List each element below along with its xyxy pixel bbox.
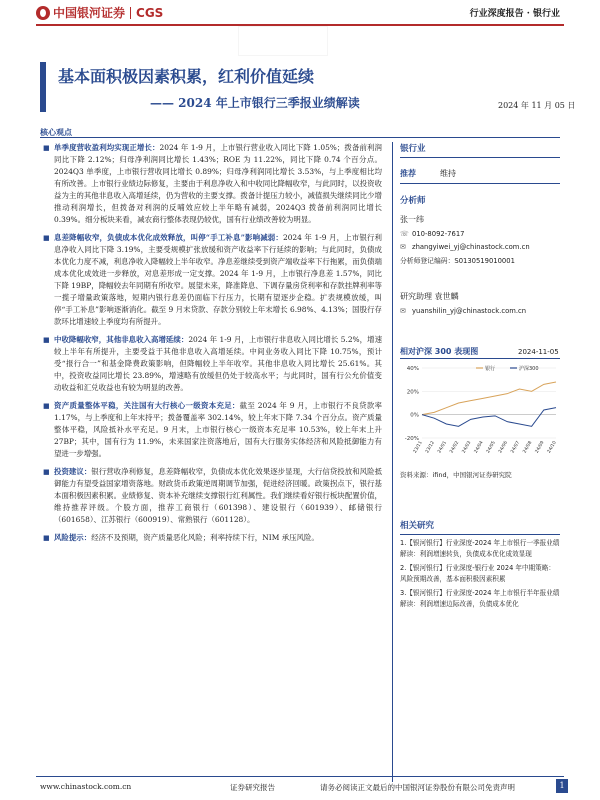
related-research-title: 相关研究 [400, 519, 560, 535]
bullet-icon: ■ [43, 234, 50, 242]
paragraph-head: 投资建议： [54, 467, 92, 476]
y-tick-label: 40% [406, 366, 419, 372]
paragraph [40, 400, 382, 460]
related-item[interactable]: 3.【银河银行】行业深度-2024 年上市银行半年报业绩解读：利润增速边际改善，负债成本优化 [400, 589, 560, 608]
paragraph [40, 334, 382, 394]
y-tick-label: 0% [410, 412, 419, 419]
core-divider [40, 137, 560, 138]
report-date: 2024 年 11 月 05 日 [498, 101, 576, 110]
x-tick-label: 24/04 [473, 440, 485, 455]
column-divider [392, 142, 393, 782]
x-tick-label: 24/06 [498, 440, 510, 455]
chart-divider [400, 358, 560, 359]
paragraph [40, 232, 382, 328]
paragraph-head: 风险提示： [54, 533, 92, 542]
logo-en: CGS [136, 5, 164, 20]
legend-label: 沪深300 [519, 366, 539, 372]
chart-source: 资料来源：ifind，中国银河证券研究院 [400, 471, 512, 479]
sidebar [400, 142, 560, 315]
bullet-icon: ■ [43, 144, 50, 152]
paragraph [40, 466, 382, 526]
assistant-name: 研究助理 袁世麟 [400, 292, 459, 301]
analyst-label: 分析师 [400, 196, 426, 206]
page-number: 1 [556, 779, 568, 793]
analyst-email-row [400, 243, 560, 251]
footer-disclaimer: 请务必阅读正文最后的中国银河证券股份有限公司免责声明 [320, 783, 515, 792]
paragraph [40, 532, 382, 544]
series-line [422, 382, 556, 415]
analyst-phone: 010-8092-7617 [412, 230, 465, 238]
footer-url[interactable]: www.chinastock.com.cn [40, 782, 132, 791]
x-tick-label: 23/12 [425, 440, 436, 455]
paragraph-body: 截至 2024 年 9 月，上市银行不良贷款率 1.17%，与上季度和上年末持平；拨备覆盖率 302.14%，较上年末下降 7.34 个百分点。资产质量整体平稳，风险抵补水平充足。9 月末，上市银行核心一级资本充足率 10.53%，较上年末上升 27BP；其中，国有行为 11.9%，未来国家注资落地后，国有大行服务实体经济和风险抵御能力有望进一步增强。 [54, 401, 382, 458]
industry-label: 银行业 [400, 142, 560, 158]
report-subtitle: —— 2024 年上市银行三季报业绩解读 [150, 96, 360, 110]
phone-icon: ☏ [400, 230, 409, 238]
logo-cn: 中国银河证券 [53, 6, 126, 20]
y-tick-label: -20% [404, 436, 419, 442]
paragraph-body: 2024 年 1-9 月，上市银行非息收入同比增长 5.2%，增速较上半年有所提升，主要受益于其他非息收入高增延续。中间业务收入同比下降 10.75%，预计受“报行合一”和基金降费政策影响，但降幅较上半年收窄。其他非息收入同比增长 25.61%。其中，投资收益同比增长 23.89%，增速略有放缓但仍处于较高水平；与此同时，国有行公允价值变动收益和汇兑收益也有较为明显的改善。 [54, 335, 383, 392]
x-tick-label: 24/03 [461, 440, 473, 455]
main-content [40, 142, 382, 550]
y-tick-label: 20% [406, 389, 419, 396]
x-tick-label: 24/07 [510, 440, 522, 455]
paragraph-head: 息差降幅收窄，负债成本优化成效释放，叫停“手工补息”影响减弱： [54, 233, 283, 242]
x-tick-label: 24/10 [546, 440, 558, 455]
paragraph-head: 中收降幅收窄，其他非息收入高增延续： [54, 335, 189, 344]
footer-center: 证券研究报告 [230, 783, 275, 792]
bullet-icon: ■ [43, 534, 50, 542]
relative-performance-chart [400, 360, 560, 464]
logo-icon [36, 6, 50, 20]
x-tick-label: 24/02 [449, 440, 461, 455]
rating-label: 推荐 [400, 169, 416, 178]
paragraph-body: 银行营收净利修复，息差降幅收窄，负债成本优化效果逐步显现，大行信贷投放和风险抵御能力有望受益国家增资落地。财政货币政策逆周期调节加强，促进经济回暖。政策拐点下，银行基本面积极因素积累。业绩修复、资本补充继续支撑银行红利属性。我们继续看好银行板块配置价值，维持推荐评级。个股方面，推荐工商银行（601398）、建设银行（601939）、邮储银行（601658）、江苏银行（600919）、常熟银行（601128）。 [54, 467, 383, 524]
related-research-list [400, 538, 560, 613]
analyst-name: 张一纬 [400, 215, 424, 224]
company-logo [36, 4, 163, 21]
paragraph-head: 单季度营收盈利均实现正增长： [54, 143, 160, 152]
email-icon: ✉ [400, 307, 406, 315]
page-header [0, 0, 600, 22]
paragraph [40, 142, 382, 226]
paragraph-head: 资产质量整体平稳，关注国有大行核心一级资本充足： [54, 401, 240, 410]
x-tick-label: 24/05 [486, 440, 497, 455]
analyst-cert: 分析师登记编码：S0130519010001 [400, 257, 515, 265]
footer-divider [36, 776, 564, 777]
paragraph-body: 2024 年 1-9 月，上市银行营业收入同比下降 1.05%；拨备前利润同比下降 2.12%；归母净利润同比增长 1.43%；ROE 为 11.22%，同比下降 0.74 个百分点。2024Q3 单季度，上市银行营收同比增长 0.89%；归母净利润同比增长 3.53%，与上季度相比均有所改善。上市银行业绩边际修复，主要由于利息净收入和中收同比降幅收窄，与此同时，以投资收益为主的其他非息收入高增延续，仍为营收的主要支撑。拨备计提压力较小，减值损失继续同比少增推动利润增长，但拨备对利润的反哺效应较上半年略有减弱，2024Q3 拨备前利润同比增长 0.39%。细分板块来看，减农商行整体表现仍较优，国有行业绩改善较为明显。 [54, 143, 382, 224]
bullet-icon: ■ [43, 336, 50, 344]
core-view-label: 核心观点 [40, 127, 72, 137]
legend-label: 银行 [485, 366, 496, 372]
x-tick-label: 24/09 [534, 440, 546, 455]
chart-title: 相对沪深 300 表现图 [400, 347, 479, 356]
analyst-email[interactable]: zhangyiwei_yj@chinastock.com.cn [412, 243, 530, 251]
series-line [422, 408, 556, 427]
assistant-email-row [400, 307, 560, 315]
x-tick-label: 24/08 [522, 440, 534, 455]
paragraph-body: 经济不及预期，资产质量恶化风险；利率持续下行，NIM 承压风险。 [91, 533, 319, 542]
analyst-phone-row [400, 230, 560, 238]
bullet-icon: ■ [43, 468, 50, 476]
bullet-icon: ■ [43, 402, 50, 410]
report-type: 行业深度报告 · 银行业 [469, 9, 560, 19]
x-tick-label: 24/01 [437, 440, 449, 455]
assistant-email[interactable]: yuanshilin_yj@chinastock.com.cn [412, 307, 527, 315]
related-item[interactable]: 1.【银河银行】行业深度-2024 年上市银行一季报业绩解读：利润增速转负，负债成本优化成效显现 [400, 539, 560, 558]
rating-row [400, 168, 560, 184]
watermark-graphic [238, 26, 328, 56]
email-icon: ✉ [400, 243, 406, 251]
chart-date: 2024-11-05 [518, 348, 559, 356]
related-item[interactable]: 2.【银河银行】行业深度-银行业 2024 年中期策略：风险预期改善，基本面积极因素积累 [400, 564, 555, 583]
title-accent-bar [40, 62, 46, 112]
paragraph-body: 2024 年 1-9 月，上市银行利息净收入同比下降 3.19%，主要受规模扩张放缓和资产收益率下行延续的影响；与此同时，负债成本优化力度不减，利息净收入降幅较上半年收窄。净息差继续受到资产端收益率下行拖累，而负债端成本优化成效进一步释放，对息差形成一定支撑。2024 年 1-9 月，上市银行净息差 1.57%，同比下降 19BP，降幅较去年同期有所收窄。展望未来，降准降息、下调存量房贷利率和存款挂牌利率等一揽子增量政策落地，短期内银行息差仍面临下行压力，长期有望逐步企稳。扩表规模放缓，叫停“手工补息”影响逐渐消化。截至 9 月末贷款、存款分别较上年末增长 6.98%、4.13%；国股行存款环比增速较上季度均有所提升。 [54, 233, 382, 326]
report-title: 基本面积极因素积累，红利价值延续 [58, 67, 315, 86]
x-tick-label: 23/11 [412, 440, 424, 455]
rating-value: 维持 [440, 169, 456, 178]
